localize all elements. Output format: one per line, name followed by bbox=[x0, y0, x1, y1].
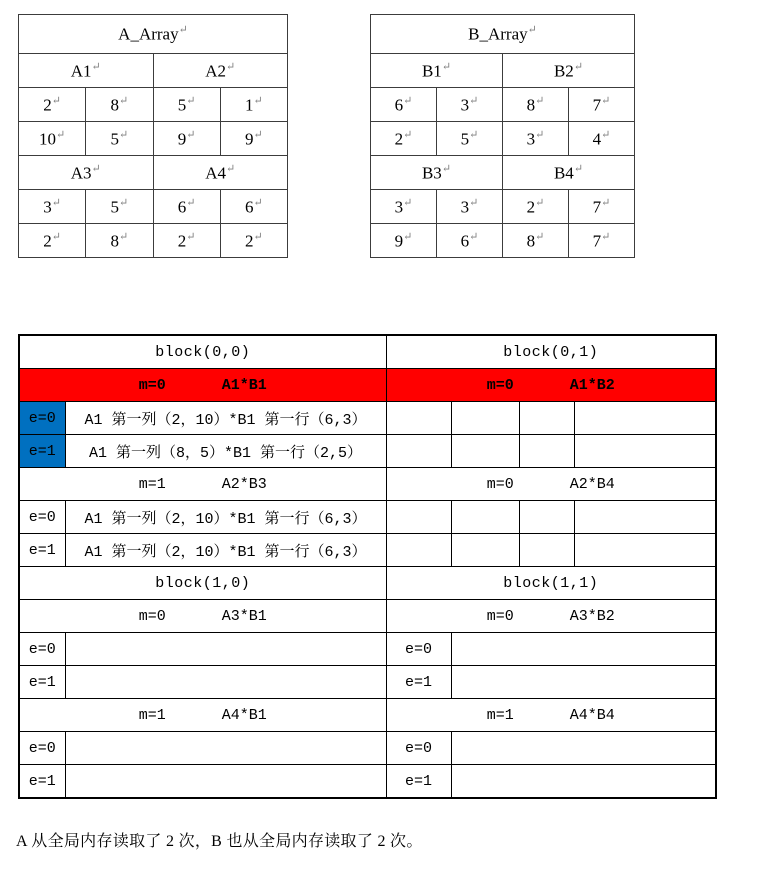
b-cell bbox=[569, 88, 635, 122]
empty-cell bbox=[451, 666, 716, 699]
empty-cell bbox=[519, 435, 574, 468]
table-row bbox=[371, 88, 635, 122]
e-label-s3-right-e0: e=0 bbox=[386, 633, 451, 666]
e-label-s4-right-e0: e=0 bbox=[386, 732, 451, 765]
m-value: m=0 bbox=[138, 607, 166, 625]
pilcrow-icon: ↵ bbox=[601, 94, 611, 107]
a-cell-value: 2 bbox=[245, 231, 254, 251]
pilcrow-icon: ↵ bbox=[226, 162, 236, 175]
b-cell bbox=[371, 224, 437, 258]
section-header-s1-left bbox=[19, 369, 386, 402]
a-cell bbox=[153, 224, 220, 258]
a-cell bbox=[86, 88, 153, 122]
pilcrow-icon: ↵ bbox=[51, 94, 61, 107]
empty-cell bbox=[574, 501, 716, 534]
pilcrow-icon: ↵ bbox=[119, 196, 129, 209]
a-quadrant-label-a4 bbox=[153, 156, 288, 190]
table-row bbox=[19, 156, 288, 190]
pilcrow-icon: ↵ bbox=[403, 196, 413, 209]
e-label-s2-e0: e=0 bbox=[19, 501, 65, 534]
empty-cell bbox=[451, 534, 519, 567]
a-cell-value: 2 bbox=[43, 95, 52, 115]
a-cell bbox=[220, 88, 287, 122]
product-label: A2*B3 bbox=[221, 475, 267, 493]
table-row bbox=[19, 54, 288, 88]
pilcrow-icon: ↵ bbox=[535, 94, 545, 107]
b-cell bbox=[437, 190, 503, 224]
pilcrow-icon: ↵ bbox=[253, 128, 263, 141]
b-cell bbox=[437, 88, 503, 122]
block-header-0-0: block(0,0) bbox=[19, 335, 386, 369]
a-cell-value: 5 bbox=[110, 197, 120, 217]
a-cell bbox=[220, 190, 287, 224]
e-label-s4-right-e1: e=1 bbox=[386, 765, 451, 799]
table-row bbox=[19, 699, 716, 732]
b-cell-value: 7 bbox=[592, 197, 602, 217]
section-header-s2-right bbox=[386, 468, 716, 501]
a-cell-value: 10 bbox=[39, 129, 57, 149]
e-label-s3-right-e1: e=1 bbox=[386, 666, 451, 699]
pilcrow-icon: ↵ bbox=[527, 24, 537, 37]
a-cell-value: 6 bbox=[245, 197, 254, 217]
a-array-container bbox=[18, 14, 288, 258]
pilcrow-icon: ↵ bbox=[186, 94, 196, 107]
a2-label: A2 bbox=[205, 61, 227, 81]
empty-cell bbox=[386, 435, 451, 468]
section-header-s3-right bbox=[386, 600, 716, 633]
section-header-s3-left bbox=[19, 600, 386, 633]
b-cell-value: 3 bbox=[526, 129, 536, 149]
section-header-s4-left bbox=[19, 699, 386, 732]
detail-s4-left-e1 bbox=[65, 765, 386, 799]
pilcrow-icon: ↵ bbox=[469, 128, 479, 141]
empty-cell bbox=[574, 534, 716, 567]
b-cell bbox=[569, 122, 635, 156]
pilcrow-icon: ↵ bbox=[469, 196, 479, 209]
detail-s3-left-e1 bbox=[65, 666, 386, 699]
e-label-s1-e0: e=0 bbox=[19, 402, 65, 435]
b-cell bbox=[503, 224, 569, 258]
table-row bbox=[19, 369, 716, 402]
m-value: m=0 bbox=[486, 376, 514, 394]
pilcrow-icon: ↵ bbox=[91, 60, 101, 73]
a-quadrant-label-a3 bbox=[19, 156, 154, 190]
b-array-title bbox=[371, 15, 635, 54]
a-cell bbox=[153, 190, 220, 224]
pilcrow-icon: ↵ bbox=[573, 60, 584, 73]
table-row bbox=[19, 122, 288, 156]
a-cell bbox=[86, 190, 153, 224]
b4-label: B4 bbox=[553, 163, 574, 183]
b-cell bbox=[371, 190, 437, 224]
m-value: m=1 bbox=[486, 706, 514, 724]
table-row bbox=[19, 335, 716, 369]
table-row bbox=[19, 600, 716, 633]
pilcrow-icon: ↵ bbox=[469, 230, 479, 243]
table-row bbox=[19, 765, 716, 799]
footer-note: A 从全局内存读取了 2 次，B 也从全局内存读取了 2 次。 bbox=[16, 833, 423, 850]
empty-cell bbox=[451, 633, 716, 666]
empty-cell bbox=[386, 534, 451, 567]
pilcrow-icon: ↵ bbox=[441, 60, 452, 73]
block-header-0-1: block(0,1) bbox=[386, 335, 716, 369]
a4-label: A4 bbox=[205, 163, 227, 183]
b-cell-value: 7 bbox=[592, 231, 602, 251]
detail-s4-left-e0 bbox=[65, 732, 386, 765]
block-schedule-table bbox=[18, 334, 717, 799]
a-cell bbox=[153, 122, 220, 156]
a-cell-value: 5 bbox=[110, 129, 120, 149]
pilcrow-icon: ↵ bbox=[601, 230, 611, 243]
section-header-s2-left bbox=[19, 468, 386, 501]
e-label-s4-left-e1: e=1 bbox=[19, 765, 65, 799]
a-cell bbox=[86, 224, 153, 258]
b-cell bbox=[503, 190, 569, 224]
pilcrow-icon: ↵ bbox=[119, 230, 129, 243]
m-value: m=1 bbox=[138, 706, 166, 724]
a-array-title-text: A_Array bbox=[118, 24, 179, 44]
a3-label: A3 bbox=[70, 163, 92, 183]
pilcrow-icon: ↵ bbox=[91, 162, 101, 175]
product-label: A2*B4 bbox=[569, 475, 615, 493]
a-cell-value: 9 bbox=[245, 129, 254, 149]
a-cell bbox=[220, 122, 287, 156]
b-cell bbox=[371, 88, 437, 122]
b-cell bbox=[503, 122, 569, 156]
table-row bbox=[19, 666, 716, 699]
e-label-s2-e1: e=1 bbox=[19, 534, 65, 567]
table-row bbox=[19, 633, 716, 666]
empty-cell bbox=[574, 402, 716, 435]
table-row bbox=[371, 54, 635, 88]
b-cell-value: 2 bbox=[526, 197, 536, 217]
pilcrow-icon: ↵ bbox=[178, 24, 188, 37]
m-value: m=0 bbox=[486, 607, 514, 625]
detail-s1-e0: A1 第一列（2，10）*B1 第一行（6,3） bbox=[65, 402, 386, 435]
b-cell-value: 5 bbox=[460, 129, 470, 149]
a-cell bbox=[19, 190, 86, 224]
e-label-s4-left-e0: e=0 bbox=[19, 732, 65, 765]
b-cell-value: 3 bbox=[394, 197, 404, 217]
e-label-s3-left-e0: e=0 bbox=[19, 633, 65, 666]
a-array-table bbox=[18, 14, 288, 258]
empty-cell bbox=[451, 501, 519, 534]
b-quadrant-label-b4 bbox=[503, 156, 635, 190]
b-cell bbox=[569, 190, 635, 224]
pilcrow-icon: ↵ bbox=[226, 60, 236, 73]
block-header-1-1: block(1,1) bbox=[386, 567, 716, 600]
table-row bbox=[19, 88, 288, 122]
e-label-s1-e1: e=1 bbox=[19, 435, 65, 468]
pilcrow-icon: ↵ bbox=[601, 128, 611, 141]
a-cell-value: 3 bbox=[43, 197, 52, 217]
a-cell bbox=[220, 224, 287, 258]
table-row bbox=[19, 15, 288, 54]
product-label: A4*B4 bbox=[569, 706, 615, 724]
b-array-title-text: B_Array bbox=[468, 24, 528, 44]
product-label: A1*B2 bbox=[569, 376, 615, 394]
a-cell-value: 5 bbox=[177, 95, 187, 115]
pilcrow-icon: ↵ bbox=[186, 230, 196, 243]
pilcrow-icon: ↵ bbox=[535, 196, 545, 209]
a-cell bbox=[19, 122, 86, 156]
pilcrow-icon: ↵ bbox=[186, 196, 196, 209]
empty-cell bbox=[386, 402, 451, 435]
b-cell-value: 7 bbox=[592, 95, 602, 115]
pilcrow-icon: ↵ bbox=[253, 94, 263, 107]
b-cell-value: 2 bbox=[394, 129, 404, 149]
b-cell-value: 3 bbox=[460, 95, 470, 115]
a-cell bbox=[86, 122, 153, 156]
b-quadrant-label-b1 bbox=[371, 54, 503, 88]
b-cell-value: 6 bbox=[460, 231, 470, 251]
empty-cell bbox=[451, 402, 519, 435]
table-row bbox=[371, 122, 635, 156]
table-row bbox=[19, 402, 716, 435]
b-cell bbox=[371, 122, 437, 156]
section-header-s1-right bbox=[386, 369, 716, 402]
pilcrow-icon: ↵ bbox=[469, 94, 479, 107]
a-cell-value: 9 bbox=[177, 129, 187, 149]
b-cell bbox=[437, 224, 503, 258]
m-value: m=0 bbox=[486, 475, 514, 493]
empty-cell bbox=[519, 501, 574, 534]
b-array-container bbox=[370, 14, 635, 258]
empty-cell bbox=[451, 435, 519, 468]
detail-s3-left-e0 bbox=[65, 633, 386, 666]
pilcrow-icon: ↵ bbox=[119, 94, 129, 107]
pilcrow-icon: ↵ bbox=[51, 230, 61, 243]
empty-cell bbox=[451, 765, 716, 799]
pilcrow-icon: ↵ bbox=[119, 128, 129, 141]
a-cell-value: 2 bbox=[177, 231, 187, 251]
pilcrow-icon: ↵ bbox=[51, 196, 61, 209]
empty-cell bbox=[519, 402, 574, 435]
table-row bbox=[371, 190, 635, 224]
detail-s2-e1: A1 第一列（2，10）*B1 第一行（6,3） bbox=[65, 534, 386, 567]
a-cell-value: 6 bbox=[177, 197, 187, 217]
pilcrow-icon: ↵ bbox=[253, 196, 263, 209]
a-cell bbox=[153, 88, 220, 122]
product-label: A1*B1 bbox=[221, 376, 267, 394]
detail-s1-e1: A1 第一列（8，5）*B1 第一行（2,5） bbox=[65, 435, 386, 468]
table-row bbox=[371, 156, 635, 190]
table-row bbox=[19, 732, 716, 765]
pilcrow-icon: ↵ bbox=[56, 128, 66, 141]
pilcrow-icon: ↵ bbox=[253, 230, 263, 243]
a-cell-value: 2 bbox=[43, 231, 52, 251]
table-row bbox=[371, 15, 635, 54]
table-row bbox=[19, 567, 716, 600]
a-quadrant-label-a1 bbox=[19, 54, 154, 88]
table-row bbox=[19, 435, 716, 468]
a-array-title bbox=[19, 15, 288, 54]
e-label-s3-left-e1: e=1 bbox=[19, 666, 65, 699]
product-label: A3*B2 bbox=[569, 607, 615, 625]
block-schedule-container bbox=[18, 334, 717, 799]
b-cell-value: 9 bbox=[394, 231, 404, 251]
a-cell bbox=[19, 88, 86, 122]
empty-cell bbox=[451, 732, 716, 765]
pilcrow-icon: ↵ bbox=[403, 94, 413, 107]
b-cell bbox=[437, 122, 503, 156]
pilcrow-icon: ↵ bbox=[403, 128, 413, 141]
a-quadrant-label-a2 bbox=[153, 54, 288, 88]
b-cell-value: 3 bbox=[460, 197, 470, 217]
m-value: m=1 bbox=[138, 475, 166, 493]
b-quadrant-label-b3 bbox=[371, 156, 503, 190]
empty-cell bbox=[386, 501, 451, 534]
a-cell bbox=[19, 224, 86, 258]
b-cell bbox=[503, 88, 569, 122]
table-row bbox=[19, 190, 288, 224]
product-label: A3*B1 bbox=[221, 607, 267, 625]
pilcrow-icon: ↵ bbox=[601, 196, 611, 209]
b-cell-value: 8 bbox=[526, 95, 536, 115]
pilcrow-icon: ↵ bbox=[573, 162, 584, 175]
empty-cell bbox=[574, 435, 716, 468]
m-value: m=0 bbox=[138, 376, 166, 394]
table-row bbox=[371, 224, 635, 258]
table-row bbox=[19, 468, 716, 501]
b-cell-value: 6 bbox=[394, 95, 404, 115]
a-cell-value: 8 bbox=[110, 95, 120, 115]
b3-label: B3 bbox=[421, 163, 442, 183]
pilcrow-icon: ↵ bbox=[535, 128, 545, 141]
section-header-s4-right bbox=[386, 699, 716, 732]
detail-s2-e0: A1 第一列（2，10）*B1 第一行（6,3） bbox=[65, 501, 386, 534]
empty-cell bbox=[519, 534, 574, 567]
table-row bbox=[19, 224, 288, 258]
product-label: A4*B1 bbox=[221, 706, 267, 724]
a-cell-value: 8 bbox=[110, 231, 120, 251]
b-quadrant-label-b2 bbox=[503, 54, 635, 88]
b-cell bbox=[569, 224, 635, 258]
table-row bbox=[19, 534, 716, 567]
pilcrow-icon: ↵ bbox=[535, 230, 545, 243]
pilcrow-icon: ↵ bbox=[186, 128, 196, 141]
block-header-1-0: block(1,0) bbox=[19, 567, 386, 600]
a1-label: A1 bbox=[70, 61, 92, 81]
b-cell-value: 8 bbox=[526, 231, 536, 251]
pilcrow-icon: ↵ bbox=[441, 162, 452, 175]
b2-label: B2 bbox=[553, 61, 574, 81]
b-cell-value: 4 bbox=[592, 129, 602, 149]
pilcrow-icon: ↵ bbox=[403, 230, 413, 243]
b-array-table bbox=[370, 14, 635, 258]
a-cell-value: 1 bbox=[245, 95, 254, 115]
table-row bbox=[19, 501, 716, 534]
b1-label: B1 bbox=[421, 61, 442, 81]
